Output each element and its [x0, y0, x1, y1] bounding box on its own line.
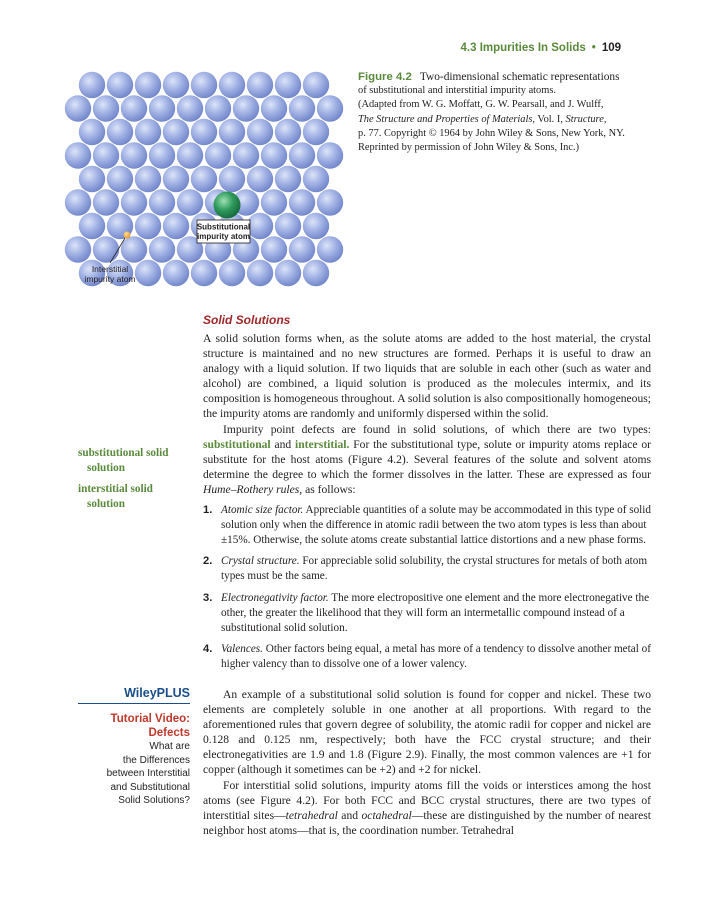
tutorial-video-label: Tutorial Video:	[110, 713, 190, 725]
host-atom	[303, 260, 329, 286]
host-atom	[79, 166, 105, 192]
host-atom	[275, 260, 301, 286]
host-atom	[93, 142, 119, 168]
host-atom	[247, 260, 273, 286]
caption-line-2: of substitutional and interstitial impurity atoms.	[358, 85, 556, 97]
host-atom	[79, 72, 105, 98]
p4-text-b: and	[337, 808, 362, 822]
host-atom	[247, 119, 273, 145]
caption-volume-title: Structure,	[565, 113, 607, 125]
host-atom	[219, 72, 245, 98]
margin-term-line: solution	[87, 462, 125, 474]
rule-text: Appreciable quantities of a solute may be accommodated in this type of solid solution only when the difference in atomic radii between the two atom types is less than about ±15%. Otherwise, the solute atoms create substantial lattice distortions and a new phase forms.	[221, 504, 651, 546]
host-atom	[163, 260, 189, 286]
host-atom	[149, 142, 175, 168]
header-separator: •	[591, 42, 596, 54]
host-atom	[275, 213, 301, 239]
host-atom	[219, 119, 245, 145]
host-atom	[191, 166, 217, 192]
host-atom	[121, 95, 147, 121]
term-substitutional: substitutional	[203, 437, 271, 451]
body-text-top	[203, 331, 651, 679]
rule-title: Valences.	[221, 643, 263, 656]
host-atom	[205, 95, 231, 121]
host-atom	[177, 95, 203, 121]
host-atom	[317, 142, 343, 168]
rule-number: 3.	[203, 592, 213, 605]
host-atom	[289, 142, 315, 168]
section-heading: 4.3 Impurities In Solids	[460, 42, 586, 54]
tutorial-video-description	[78, 740, 190, 808]
rule-item	[203, 642, 651, 672]
p4-text-a: For interstitial solid solutions, impurity atoms fill the voids or interstices among the host atoms (see Figure 4.2). For both FCC and BCC crystal structures, there are two types of interstitial sites—	[203, 778, 651, 822]
caption-line-4	[358, 113, 658, 127]
caption-line-1: Two-dimensional schematic representations	[419, 71, 620, 83]
host-atom	[163, 119, 189, 145]
paragraph-1: A solid solution forms when, as the solute atoms are added to the host material, the crystal structure is maintained and no new structures are formed. Perhaps it is useful to draw an analogy with a liquid solution. If two liquids that are soluble in each other (such as water and alcohol) are combined, a liquid solution is produced as the molecules intermix, and its composition is homogeneous throughout. A solid solution is also compositionally homogeneous; the impurity atoms are randomly and uniformly dispersed within the solid.	[203, 332, 651, 421]
host-atom	[65, 236, 91, 262]
rule-title: Electronegativity factor.	[221, 592, 329, 605]
description-line: What are	[149, 741, 190, 752]
host-atom	[121, 142, 147, 168]
host-atom	[205, 142, 231, 168]
host-atom	[317, 236, 343, 262]
rule-item	[203, 591, 651, 635]
wileyplus-sidebar	[78, 686, 190, 808]
margin-term-line: solution	[87, 498, 125, 510]
host-atom	[289, 189, 315, 215]
rule-text: For appreciable solid solubility, the crystal structures for metals of both atom types must be the same.	[221, 555, 648, 583]
rule-number: 4.	[203, 643, 213, 656]
term-tetrahedral: tetrahedral	[285, 808, 338, 822]
p4-text-c: —these are distinguished by the number of nearest neighbor host atoms—that is, the coordination number. Tetrahedral	[203, 808, 651, 837]
host-atom	[65, 189, 91, 215]
interstitial-label-line2: impurity atom	[84, 274, 136, 284]
margin-term-interstitial	[78, 482, 190, 512]
tutorial-video-link[interactable]	[78, 712, 190, 740]
host-atom	[247, 166, 273, 192]
host-atom	[275, 119, 301, 145]
lattice-figure	[0, 60, 350, 300]
caption-line-6: Reprinted by permission of John Wiley & Sons, Inc.)	[358, 142, 580, 154]
host-atom	[135, 166, 161, 192]
margin-term-line: interstitial solid	[78, 483, 153, 495]
host-atom	[289, 95, 315, 121]
host-atom	[79, 213, 105, 239]
margin-term-line: substitutional solid	[78, 447, 169, 459]
hume-rothery-rules: Hume–Rothery rules,	[203, 482, 303, 496]
caption-volume: Vol. I,	[535, 113, 566, 125]
host-atom	[65, 95, 91, 121]
substitutional-label-line1: Substitutional	[196, 222, 251, 232]
host-atom	[275, 166, 301, 192]
host-atom	[177, 142, 203, 168]
body-text-bottom	[203, 687, 651, 838]
rule-title: Atomic size factor.	[221, 504, 304, 517]
host-atom	[303, 72, 329, 98]
host-atom	[135, 213, 161, 239]
wileyplus-logo: WileyPLUS	[78, 686, 190, 704]
host-atom	[135, 119, 161, 145]
rule-text: Other factors being equal, a metal has more of a tendency to dissolve another metal of higher valency than to dissolve one of a lower valency.	[221, 643, 651, 671]
tutorial-video-topic: Defects	[148, 727, 190, 739]
host-atom	[149, 189, 175, 215]
description-line: the Differences	[122, 754, 190, 766]
section-title: Solid Solutions	[203, 313, 291, 327]
host-atom	[317, 189, 343, 215]
host-atom	[275, 72, 301, 98]
paragraph-4	[203, 778, 651, 838]
host-atom	[191, 260, 217, 286]
hume-rothery-list	[203, 503, 651, 672]
host-atom	[121, 189, 147, 215]
host-atom	[177, 189, 203, 215]
host-atom	[149, 236, 175, 262]
rule-item	[203, 503, 651, 547]
host-atom	[135, 260, 161, 286]
caption-line-5: p. 77. Copyright © 1964 by John Wiley & Sons, New York, NY.	[358, 127, 625, 139]
interstitial-label-line1: Interstitial	[91, 264, 129, 274]
caption-book-title: The Structure and Properties of Materials,	[358, 113, 536, 125]
host-atom	[261, 95, 287, 121]
description-line: between Interstitial	[106, 768, 190, 780]
margin-term-substitutional	[78, 446, 190, 476]
host-atom	[233, 95, 259, 121]
host-atom	[79, 119, 105, 145]
host-atom	[261, 236, 287, 262]
page-number: 109	[601, 42, 621, 54]
figure-label: Figure 4.2	[358, 71, 412, 83]
host-atom	[303, 166, 329, 192]
substitutional-label-line2: impurity atom	[197, 232, 250, 241]
rule-title: Crystal structure.	[221, 555, 300, 568]
host-atom	[121, 236, 147, 262]
host-atom	[303, 119, 329, 145]
term-interstitial: interstitial.	[294, 437, 350, 451]
host-atom	[191, 72, 217, 98]
paragraph-3: An example of a substitutional solid solution is found for copper and nickel. These two elements are completely soluble in one another at all proportions. With regard to the aforementioned rules that govern degree of solubility, the atomic radii for copper and nickel are 0.128 and 0.125 nm, respectively; both have the FCC crystal structure; and their electronegativities are 1.9 and 1.8 (Figure 2.9). Finally, the most common valences are +1 for copper (although it sometimes can be +2) and +2 for nickel.	[203, 688, 651, 777]
host-atom	[93, 236, 119, 262]
host-atom	[261, 142, 287, 168]
host-atom	[233, 142, 259, 168]
p2-text-b: and	[270, 437, 295, 451]
host-atom	[135, 72, 161, 98]
p2-text-a: Impurity point defects are found in solid solutions, of which there are two types:	[223, 422, 651, 436]
figure-caption	[358, 70, 658, 155]
host-atom	[219, 166, 245, 192]
term-octahedral: octahedral	[361, 808, 412, 822]
rule-item	[203, 554, 651, 584]
p2-text-c: For the substitutional type, solute or impurity atoms replace or substitute for the host atoms (Figure 4.2). Several features of the solute and solvent atoms determine the degree to which the former dissolves in the latter. These are expressed as four	[203, 437, 651, 481]
host-atom	[93, 189, 119, 215]
host-atom	[93, 95, 119, 121]
host-atom	[261, 189, 287, 215]
host-atoms	[65, 72, 343, 286]
host-atom	[191, 119, 217, 145]
caption-line-3: (Adapted from W. G. Moffatt, G. W. Pearsall, and J. Wulff,	[358, 99, 604, 111]
host-atom	[247, 213, 273, 239]
description-line: and Substitutional	[110, 781, 190, 793]
rule-number: 2.	[203, 555, 213, 568]
host-atom	[107, 72, 133, 98]
host-atom	[289, 236, 315, 262]
host-atom	[303, 213, 329, 239]
host-atom	[149, 95, 175, 121]
host-atom	[107, 119, 133, 145]
host-atom	[317, 95, 343, 121]
host-atom	[163, 166, 189, 192]
running-header	[461, 42, 621, 54]
rule-text: The more electropositive one element and the more electronegative the other, the greater the likelihood that they will form an intermetallic compound instead of a substitutional solid solution.	[221, 592, 650, 634]
interstitial-atom	[124, 232, 131, 239]
host-atom	[247, 72, 273, 98]
p2-text-d: as follows:	[302, 482, 356, 496]
description-line: Solid Solutions?	[118, 795, 190, 807]
rule-number: 1.	[203, 504, 213, 517]
host-atom	[65, 142, 91, 168]
substitutional-atom	[214, 192, 241, 219]
host-atom	[107, 166, 133, 192]
host-atom	[163, 72, 189, 98]
host-atom	[219, 260, 245, 286]
paragraph-2	[203, 422, 651, 497]
host-atom	[163, 213, 189, 239]
